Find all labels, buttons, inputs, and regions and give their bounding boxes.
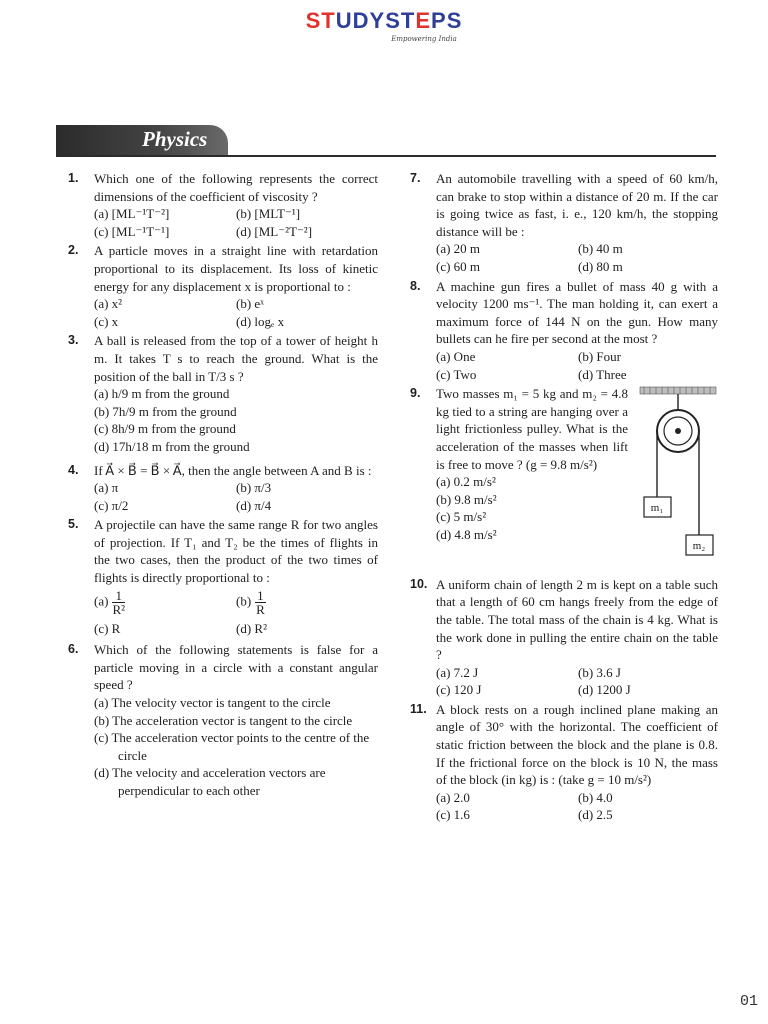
fraction: $\frac{1}{\text{R²}}$ <box>112 587 126 617</box>
option-b: (b) π/3 <box>236 480 272 496</box>
section-divider <box>56 155 716 157</box>
question-text: Which one of the following represents the correct dimensions of the coefficient of viscosity ? <box>94 171 378 204</box>
question-2: 2. A particle moves in a straight line with retardation proportional to its displacement. Its loss of kinetic energy for any displacement x is proportional to : (a) x² (b) eˣ (c) x (d) logₑ x <box>68 243 378 329</box>
options <box>436 473 628 543</box>
question-1: 1. Which one of the following represents the correct dimensions of the coefficient of viscosity ? (a) [ML⁻¹T⁻²] (b) [MLT⁻¹] (c) [ML⁻¹T⁻¹] (d) [ML⁻²T⁻²] <box>68 171 378 239</box>
section-title: Physics <box>142 127 208 151</box>
question-text: If A⃗ × B⃗ = B⃗ × A⃗, then the angle between A and B is : <box>94 462 372 478</box>
fraction: $\frac{1}{R}$ <box>256 587 265 617</box>
option-c: (c) 120 J <box>436 682 482 698</box>
logo-tagline: Empowering India <box>391 35 457 43</box>
question-9: 9. Two masses m₁ = 5 kg and m₂ = 4.8 kg tied to a string are hanging over a light frictionless pulley. What is the acceleration of the masses when lift is free to move ? (g = 9.8 m/s²) (a) 0.2 m/s² (b) 9.8 m/s² (c) 5 m/s² (d) 4.8 m/s² m₁ m₂ <box>410 385 718 566</box>
options <box>436 348 718 383</box>
options <box>436 789 718 824</box>
question-text: A machine gun fires a bullet of mass 40 g with a velocity 1200 ms⁻¹. The man holding it, can exert a maximum force of 144 N on the gun. How many bullets can he fire per second at the most ? <box>436 278 718 347</box>
options <box>94 479 378 514</box>
option-a: (a) 0.2 m/s² <box>436 474 496 490</box>
option-b: (b) The acceleration vector is tangent to the circle <box>94 712 353 728</box>
option-b: (b) eˣ <box>236 296 264 312</box>
option-a: (a) The velocity vector is tangent to the circle <box>94 695 331 711</box>
options <box>94 694 378 800</box>
option-c: (c) R <box>94 620 121 636</box>
option-d: (d) logₑ x <box>236 313 285 329</box>
option-a: (a) 7.2 J <box>436 664 479 680</box>
question-text: A uniform chain of length 2 m is kept on a table such that a length of 60 cm hangs freely from the edge of the table. The total mass of the chain is 4 kg. What is the work done in pulling the entire chain on the table ? <box>436 576 718 663</box>
option-d: (d) 17h/18 m from the ground <box>94 438 250 454</box>
option-d: (d) 1200 J <box>578 682 631 698</box>
option-c: (c) [ML⁻¹T⁻¹] <box>94 223 170 239</box>
option-b: (b) Four <box>578 348 621 364</box>
option-c: (c) The acceleration vector points to the centre of the circle <box>94 730 370 763</box>
question-5: 5. A projectile can have the same range R for two angles of projection. If T₁ and T₂ be the times of flights in the two cases, then the product of the two times of flights is directly proportional to : (a) $\frac{1}{\text{R²}}$ (b) $\frac{1}{R}$ (c) R (d) R² <box>68 517 378 636</box>
pulley-figure <box>638 385 718 566</box>
question-text: An automobile travelling with a speed of 60 km/h, can brake to stop within a distance of 20 m. If the car is going twice as fast, i. e., 120 km/h, the stopping distance will be : <box>436 171 718 239</box>
option-a: (a) π <box>94 480 119 496</box>
question-8: 8. A machine gun fires a bullet of mass 40 g with a velocity 1200 ms⁻¹. The man holding it, can exert a maximum force of 144 N on the gun. How many bullets can he fire per second at the most ? (a) One (b) Four (c) Two (d) Three <box>410 278 718 382</box>
question-6: 6. Which of the following statements is false for a particle moving in a circle with a constant angular speed ? (a) The velocity vector is tangent to the circle (b) The acceleration vector is tangent to the circle (c) The acceleration vector points to the centre of the circle (d) The velocity and acceleration vectors are perpendicular to each other <box>68 642 378 798</box>
right-column <box>410 170 718 826</box>
option-a: (a) $\frac{1}{\text{R²}}$ <box>94 587 126 617</box>
option-c: (c) π/2 <box>94 497 129 513</box>
option-d: (d) [ML⁻²T⁻²] <box>236 223 313 239</box>
option-d: (d) 4.8 m/s² <box>436 526 497 542</box>
mass-2-label: m₂ <box>692 540 706 553</box>
option-a: (a) 2.0 <box>436 789 470 805</box>
option-b: (b) 4.0 <box>578 789 613 805</box>
option-b: (b) 9.8 m/s² <box>436 491 497 507</box>
mass-1-label: m₁ <box>650 502 664 515</box>
option-d: (d) 2.5 <box>578 807 613 823</box>
option-a: (a) [ML⁻¹T⁻²] <box>94 206 170 222</box>
section-banner <box>56 125 228 157</box>
option-c: (c) Two <box>436 366 477 382</box>
option-d: (d) The velocity and acceleration vectors are perpendicular to each other <box>94 765 326 798</box>
option-b: (b) 3.6 J <box>578 664 621 680</box>
option-b: (b) 7h/9 m from the ground <box>94 403 237 419</box>
brand-logo <box>0 8 768 43</box>
question-3: 3. A ball is released from the top of a tower of height h m. It takes T s to reach the ground. What is the position of the ball in T/3 s ? (a) h/9 m from the ground (b) 7h/9 m from the ground (c) 8h/9 m from the ground (d) 17h/18 m from the ground <box>68 333 378 454</box>
option-a: (a) One <box>436 348 476 364</box>
option-d: (d) 80 m <box>578 258 623 274</box>
option-c: (c) 8h/9 m from the ground <box>94 421 236 437</box>
question-text: A projectile can have the same range R for two angles of projection. If T₁ and T₂ be the times of flights in the two cases, then the product of the two times of flights is directly proportional to : <box>94 517 378 586</box>
options <box>436 240 718 275</box>
question-text: Which of the following statements is false for a particle moving in a circle with a constant angular speed ? <box>94 642 378 693</box>
options <box>94 295 378 330</box>
option-c: (c) 5 m/s² <box>436 509 487 525</box>
question-text: Two masses m₁ = 5 kg and m₂ = 4.8 kg tied to a string are hanging over a light frictionless pulley. What is the acceleration of the masses when lift is free to move ? (g = 9.8 m/s²) <box>436 386 628 472</box>
options <box>436 664 718 699</box>
options <box>94 589 378 638</box>
option-d: (d) π/4 <box>236 497 272 513</box>
logo-wordmark: STUDYSTEPS <box>305 8 463 33</box>
left-column <box>68 170 378 802</box>
option-b: (b) 40 m <box>578 241 623 257</box>
question-7: 7. An automobile travelling with a speed of 60 km/h, can brake to stop within a distance of 20 m. If the car is going twice as fast, i. e., 120 km/h, the stopping distance will be : (a) 20 m (b) 40 m (c) 60 m (d) 80 m <box>410 171 718 274</box>
option-b: (b) [MLT⁻¹] <box>236 206 301 222</box>
pulley-diagram <box>638 385 718 561</box>
option-d: (d) R² <box>236 620 267 636</box>
option-c: (c) x <box>94 313 119 329</box>
option-c: (c) 1.6 <box>436 807 470 823</box>
lamp-icon: T <box>321 8 336 33</box>
options <box>94 385 378 455</box>
option-c: (c) 60 m <box>436 258 481 274</box>
page-number: 01 <box>739 993 758 1010</box>
options <box>94 205 378 240</box>
option-a: (a) 20 m <box>436 241 481 257</box>
option-b: (b) $\frac{1}{R}$ <box>236 587 265 617</box>
option-d: (d) Three <box>578 366 627 382</box>
option-a: (a) h/9 m from the ground <box>94 386 230 402</box>
question-11: 11. A block rests on a rough inclined plane making an angle of 30° with the horizontal. The coefficient of static friction between the block and the plane is 0.8. If the frictional force on the block is 10 N, the mass of the block (in kg) is : (take g = 10 m/s²) (a) 2.0 (b) 4.0 (c) 1.6 (d) 2.5 <box>410 701 718 823</box>
question-text: A ball is released from the top of a tower of height h m. It takes T s to reach the ground. What is the position of the ball in T/3 s ? <box>94 333 378 384</box>
question-4: 4. If A⃗ × B⃗ = B⃗ × A⃗, then the angle between A and B is : (a) π (b) π/3 (c) π/2 (d) π/4 <box>68 462 378 515</box>
question-10: 10. A uniform chain of length 2 m is kept on a table such that a length of 60 cm hangs freely from the edge of the table. The total mass of the chain is 4 kg. What is the work done in pulling the entire chain on the table ? (a) 7.2 J (b) 3.6 J (c) 120 J (d) 1200 J <box>410 576 718 698</box>
question-text: A particle moves in a straight line with retardation proportional to its displacement. Its loss of kinetic energy for any displacement x is proportional to : <box>94 243 378 294</box>
option-a: (a) x² <box>94 296 123 312</box>
question-text: A block rests on a rough inclined plane making an angle of 30° with the horizontal. The coefficient of static friction between the block and the plane is 0.8. If the frictional force on the block is 10 N, the mass of the block (in kg) is : (take g = 10 m/s²) <box>436 701 718 788</box>
